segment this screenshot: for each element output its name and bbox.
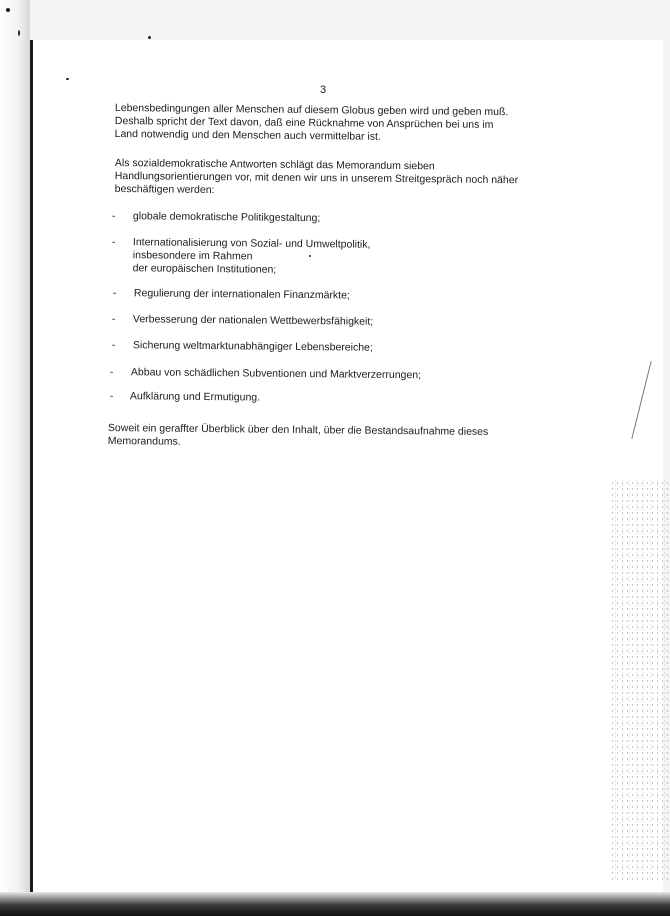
list-item-line: Aufklärung und Ermutigung.	[129, 390, 261, 404]
paragraph-line: beschäftigen werden:	[114, 182, 215, 196]
page-number: 3	[320, 84, 327, 96]
bullet-dash: -	[112, 287, 117, 300]
list-item-line: Internationalisierung von Sozial- und Umweltpolitik,	[132, 236, 371, 251]
list-item-line: insbesondere im Rahmen	[132, 249, 253, 263]
list-item-text	[131, 366, 421, 382]
list-item-line: Sicherung weltmarktunabhängiger Lebensbereiche;	[132, 339, 373, 354]
list-item-text	[133, 236, 371, 277]
paragraph-answers	[115, 157, 555, 200]
paragraph-line: Als sozialdemokratische Antworten schlägt das Memorandum sieben	[114, 157, 435, 173]
list-item	[111, 210, 552, 225]
list-item-line: Verbesserung der nationalen Wettbewerbsfähigkeit;	[132, 313, 374, 328]
list-item-line: Abbau von schädlichen Subventionen und Marktverzerrungen;	[130, 366, 422, 382]
list-item-line: der europäischen Institutionen;	[132, 261, 277, 276]
list-item-text	[133, 339, 373, 354]
bullet-dash: -	[111, 313, 116, 326]
paragraph-line: Memorandums.	[107, 434, 181, 448]
paragraph-line: Handlungsorientierungen vor, mit denen wir uns in unserem Streitgespräch noch näher	[114, 169, 519, 187]
list-item	[109, 366, 550, 382]
bullet-dash: -	[111, 339, 116, 352]
list-item-text	[130, 390, 260, 404]
list-item	[111, 313, 552, 328]
list-item	[109, 390, 550, 404]
bullet-dash: -	[111, 210, 116, 223]
bullet-dash: -	[111, 236, 116, 249]
list-item-line: Regulierung der internationalen Finanzmärkte;	[133, 287, 350, 302]
list-item-line: globale demokratische Politikgestaltung;	[132, 210, 321, 225]
paragraph-summary	[108, 422, 548, 452]
paragraph-intro	[115, 102, 555, 145]
list-item	[112, 287, 553, 302]
list-item-text	[133, 210, 320, 225]
paragraph-line: Lebensbedingungen aller Menschen auf diesem Globus geben wird und geben muß.	[114, 102, 509, 119]
bullet-dash: -	[109, 366, 114, 379]
list-item-text	[133, 313, 373, 328]
list-item	[111, 236, 552, 276]
list-item	[111, 339, 552, 354]
list-item-text	[134, 287, 350, 302]
paragraph-line: Soweit ein geraffter Überblick über den Inhalt, über die Bestandsaufnahme dieses	[107, 422, 489, 438]
paragraph-line: Land notwendig und den Menschen auch vermittelbar ist.	[114, 127, 381, 143]
paragraph-line: Deshalb spricht der Text davon, daß eine Rücknahme von Ansprüchen bei uns im	[114, 114, 494, 131]
bullet-dash: -	[109, 390, 114, 403]
